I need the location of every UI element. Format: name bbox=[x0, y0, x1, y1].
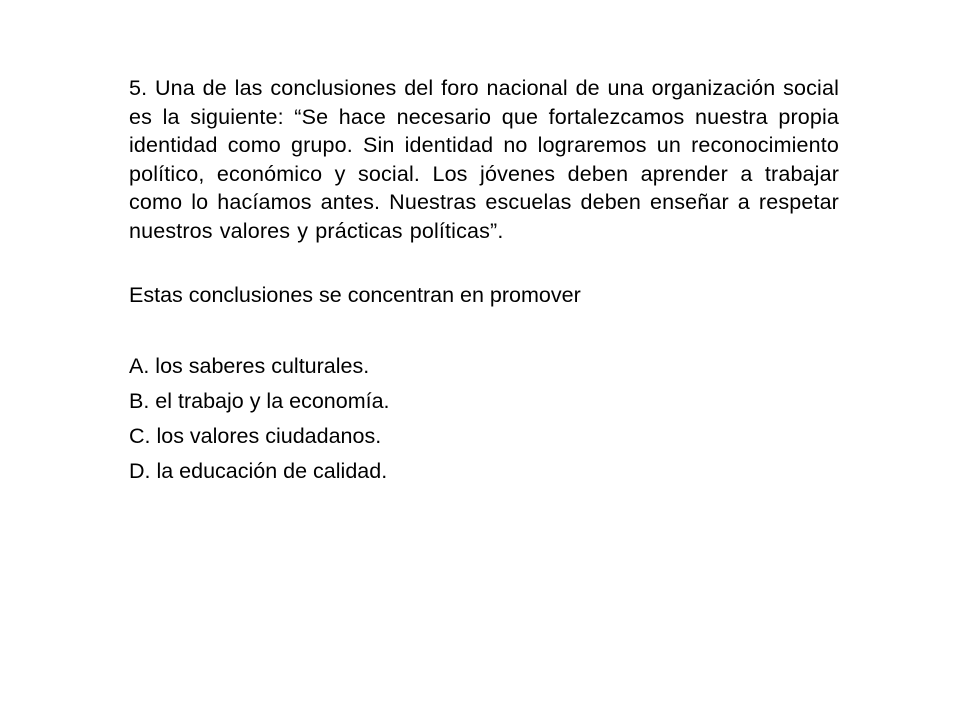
question-content bbox=[129, 74, 839, 489]
option-b: B. el trabajo y la economía. bbox=[129, 388, 390, 413]
option-d: D. la educación de calidad. bbox=[129, 458, 388, 483]
option-c: C. los valores ciudadanos. bbox=[129, 423, 382, 448]
question-text: 5. Una de las conclusiones del foro nacional de una organización social es la siguiente: “Se hace necesario que fortalezcamos nuestra propia identidad como grupo. Sin identidad no lograremos un reconocimiento político, económico y social. Los jóvenes deben aprender a trabajar como lo hacíamos antes. Nuestras escuelas deben enseñar a respetar nuestros valores y prácticas políticas”. bbox=[129, 76, 839, 243]
answer-options bbox=[129, 349, 839, 489]
question-prompt: Estas conclusiones se concentran en promover bbox=[129, 283, 581, 307]
option-a: A. los saberes culturales. bbox=[129, 353, 370, 378]
